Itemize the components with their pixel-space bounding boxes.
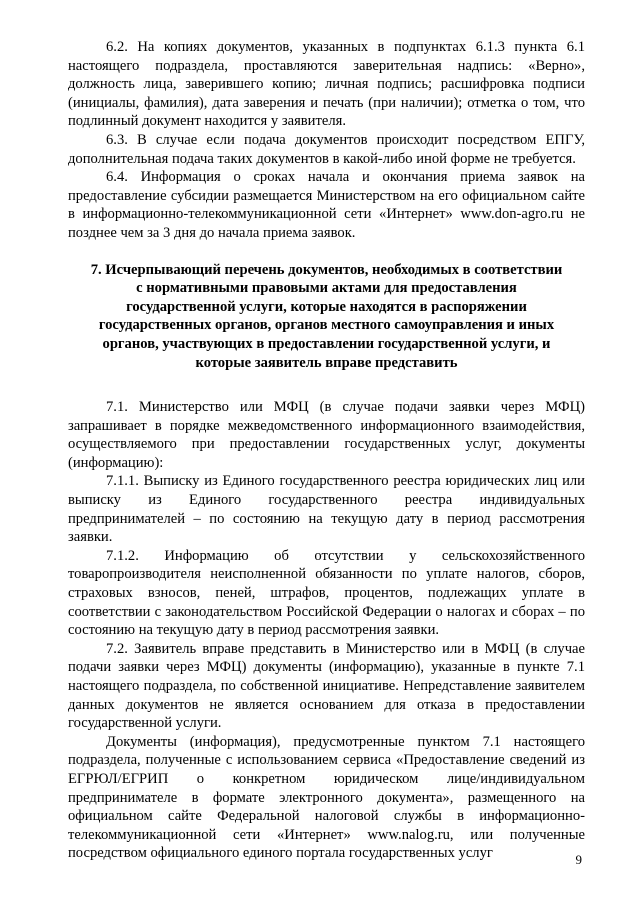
paragraph-7-1-2: 7.1.2. Информацию об отсутствии у сельскохозяйственного товаропроизводителя неисполненной обязанности по уплате налогов, сборов, страховых взносов, пеней, штрафов, процентов, подлежащих уплате в соответствии с законодательством Российской Федерации о налогах и сборах – по состоянию на текущую дату в период рассмотрения заявки. bbox=[68, 547, 585, 639]
paragraph-7-1: 7.1. Министерство или МФЦ (в случае подачи заявки через МФЦ) запрашивает в порядке межведомственного информационного взаимодействия, осуществляемого при предоставлении государственных услуг, документы (информацию): bbox=[68, 399, 585, 471]
paragraph-6-3: 6.3. В случае если подача документов происходит посредством ЕПГУ, дополнительная подача таких документов в какой-либо иной форме не требуется. bbox=[68, 131, 585, 167]
paragraph-6-2: 6.2. На копиях документов, указанных в подпунктах 6.1.3 пункта 6.1 настоящего подраздела, проставляются заверительная надпись: «Верно», должность лица, заверившего копию; личная подпись; расшифровка подписи (инициалы, фамилия), дата заверения и печать (при наличии); отметка о том, что подлинный документ находится у заявителя. bbox=[68, 39, 585, 130]
paragraph-6-4: 6.4. Информация о сроках начала и окончания приема заявок на предоставление субсидии размещается Министерством на его официальном сайте в информационно-телекоммуникационной сети «Интернет» www.don-agro.ru не позднее чем за 3 дня до начала приема заявок. bbox=[68, 169, 585, 241]
paragraph-7-1-1: 7.1.1. Выписку из Единого государственного реестра юридических лиц или выписку из Единого государственного реестра индивидуальных предпринимателей – по состоянию на текущую дату в период рассмотрения заявки. bbox=[68, 473, 585, 546]
paragraph-documents-info: Документы (информация), предусмотренные пунктом 7.1 настоящего подраздела, полученные с использованием сервиса «Предоставление сведений из ЕГРЮЛ/ЕГРИП о конкретном юридическом лице/индивидуальном предпринимателе в формате электронного документа», размещенного на официальном сайте Федеральной налоговой службы в информационно-телекоммуникационной сети «Интернет» www.nalog.ru, или полученные посредством официального единого портала государственных услуг bbox=[68, 733, 585, 862]
page-number: 9 bbox=[575, 852, 582, 867]
paragraph-7-2: 7.2. Заявитель вправе представить в Министерство или в МФЦ (в случае подачи заявки через МФЦ) документы (информацию), указанные в пункте 7.1 настоящего подраздела, по собственной инициативе. Непредставление заявителем данных документов не является основанием для отказа в предоставлении государственной услуги. bbox=[68, 640, 585, 732]
section-7-heading: 7. Исчерпывающий перечень документов, необходимых в соответствии с нормативными правовыми актами для предоставления государственной услуги, которые находятся в распоряжении государственных органов, органов местного самоуправления и иных органов, участвующих в предоставлении государственной услуги, и которые заявитель вправе представить bbox=[90, 261, 563, 371]
